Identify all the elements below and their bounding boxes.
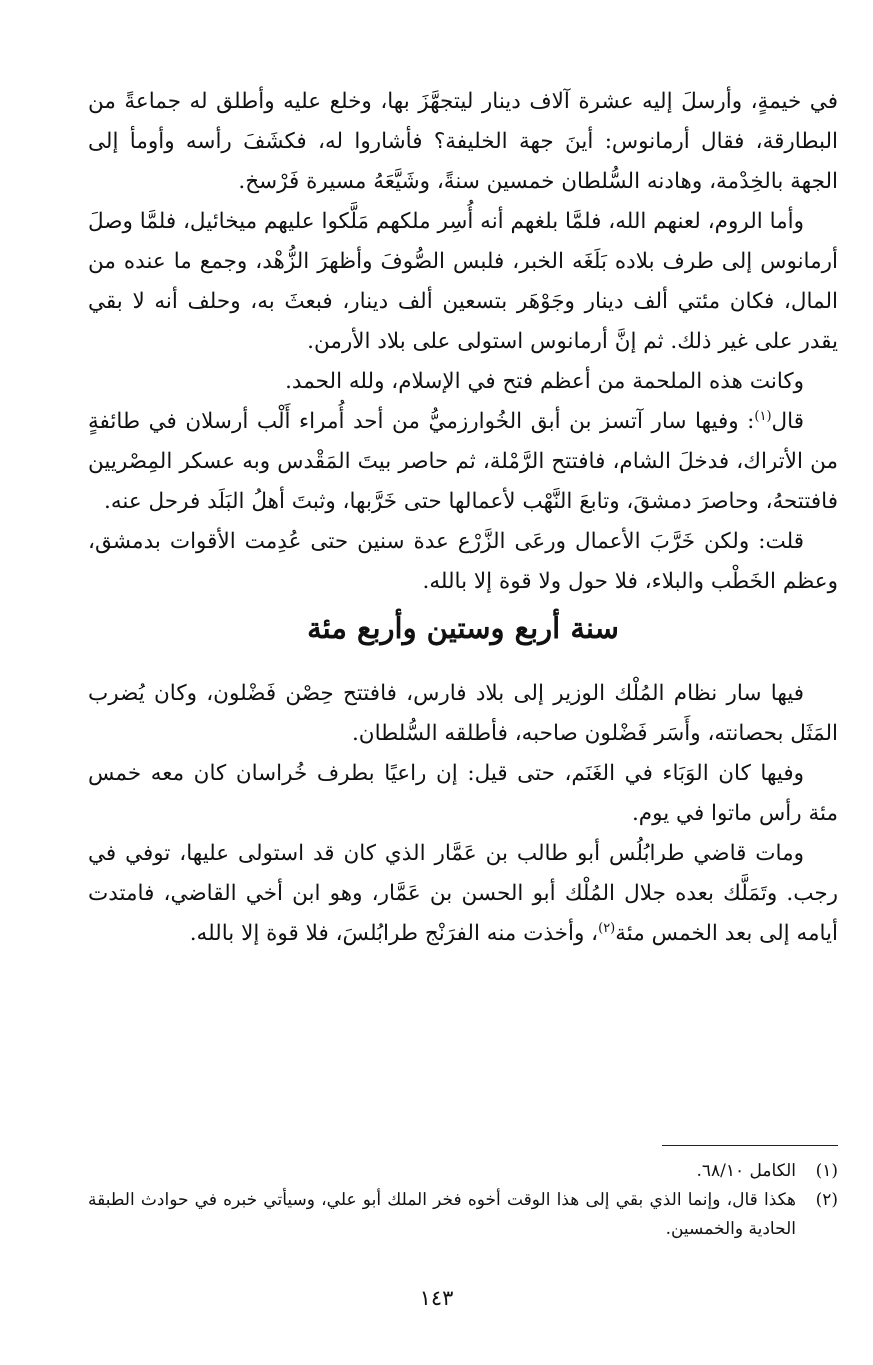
paragraph-wabaa: وفيها كان الوَبَاء في الغَنَم، حتى قيل: إن راعيًا بطرف خُراسان كان معه خمس مئة رأس ماتوا في يوم. — [88, 761, 838, 826]
paragraph-2: وأما الروم، لعنهم الله، فلمَّا بلغهم أنه أُسِر ملكهم مَلَّكوا عليهم ميخائيل، فلمَّا وصلَ أرمانوس إلى طرف بلاده بَلَغَه الخبر، فلبس الصُّوفَ وأظهرَ الزُّهْد، وجمع ما عنده من المال، فكان مئتي ألف دينار وجَوْهَر بتسعين ألف دينار، فبعثَ به، وحلف أنه لا بقي يقدر على غير ذلك. ثم إنَّ أرمانوس استولى على بلاد الأرمن. — [88, 209, 838, 354]
footnote-2 — [88, 1186, 838, 1244]
footnote-2-text: هكذا قال، وإنما الذي بقي إلى هذا الوقت أخوه فخر الملك أبو علي، وسيأتي خبره في حوادث الطبقة الحادية والخمسين. — [88, 1190, 796, 1239]
paragraph-1: في خيمةٍ، وأرسلَ إليه عشرة آلاف دينار ليتجهَّزَ بها، وخلع عليه وأطلق له جماعةً من البطارقة، فقال أرمانوس: أينَ جهة الخليفة؟ فأشاروا له، فكشَفَ رأسه وأومأ إلى الجهة بالخِدْمة، وهادنه السُّلطان خمسين سنةً، وشَيَّعَهُ مسيرة فَرْسخ. — [88, 89, 838, 194]
footnote-1-text: الكامل ٦٨/١٠. — [696, 1161, 796, 1181]
main-text-block — [88, 82, 838, 954]
tripoli-text-end: ، وأخذت منه الفرَنْج طرابُلسَ، فلا قوة إلا بالله. — [189, 921, 599, 946]
footnote-divider — [662, 1145, 838, 1146]
footnotes-block — [88, 1157, 838, 1244]
page-number: ١٤٣ — [419, 1286, 454, 1310]
paragraph-qultu: قلت: ولكن خَرَّبَ الأعمال ورعَى الزَّرْع عدة سنين حتى عُدِمت الأقوات بدمشق، وعظم الخَطْب والبلاء، فلا حول ولا قوة إلا بالله. — [88, 529, 838, 594]
paragraph-nizam: فيها سار نظام المُلْك الوزير إلى بلاد فارس، فافتتح حِصْن فَضْلون، وكان يُضرب المَثَل بحصانته، وأَسَر فَضْلون صاحبه، فأطلقه السُّلطان. — [88, 681, 838, 746]
paragraph-qala — [88, 402, 838, 522]
section-heading: سنة أربع وستين وأربع مئة — [307, 611, 619, 645]
tripoli-text-start: ومات قاضي طرابُلُس أبو طالب بن عَمَّار الذي كان قد استولى عليها، توفي في رجب. وتَمَلَّك بعده جلال المُلْك أبو الحسن بن عَمَّار، وهو ابن أخي القاضي، فامتدت أيامه إلى بعد الخمس مئة — [88, 841, 838, 946]
footnote-1 — [88, 1157, 838, 1186]
footnote-2-number: (٢) — [815, 1190, 838, 1210]
footnote-ref-1[interactable]: (١) — [754, 408, 772, 424]
footnote-ref-2[interactable]: (٢) — [598, 920, 616, 936]
qala-label: قال — [771, 409, 804, 434]
footnote-1-number: (١) — [815, 1161, 838, 1181]
paragraph-tripoli — [88, 834, 838, 954]
paragraph-3: وكانت هذه الملحمة من أعظم فتح في الإسلام، ولله الحمد. — [285, 369, 804, 394]
qala-text: : وفيها سار آتسز بن أبق الخُوارزميُّ من أحد أُمراء أَلْب أرسلان في طائفةٍ من الأتراك، فدخلَ الشام، فافتتح الرَّمْلة، ثم حاصر بيتَ المَقْدس وبه عسكر المِصْريين فافتتحهُ، وحاصرَ دمشقَ، وتابعَ النَّهْب لأعمالها حتى خَرَّبها، وثبتَ أهلُ البَلَد فرحل عنه. — [88, 409, 838, 514]
